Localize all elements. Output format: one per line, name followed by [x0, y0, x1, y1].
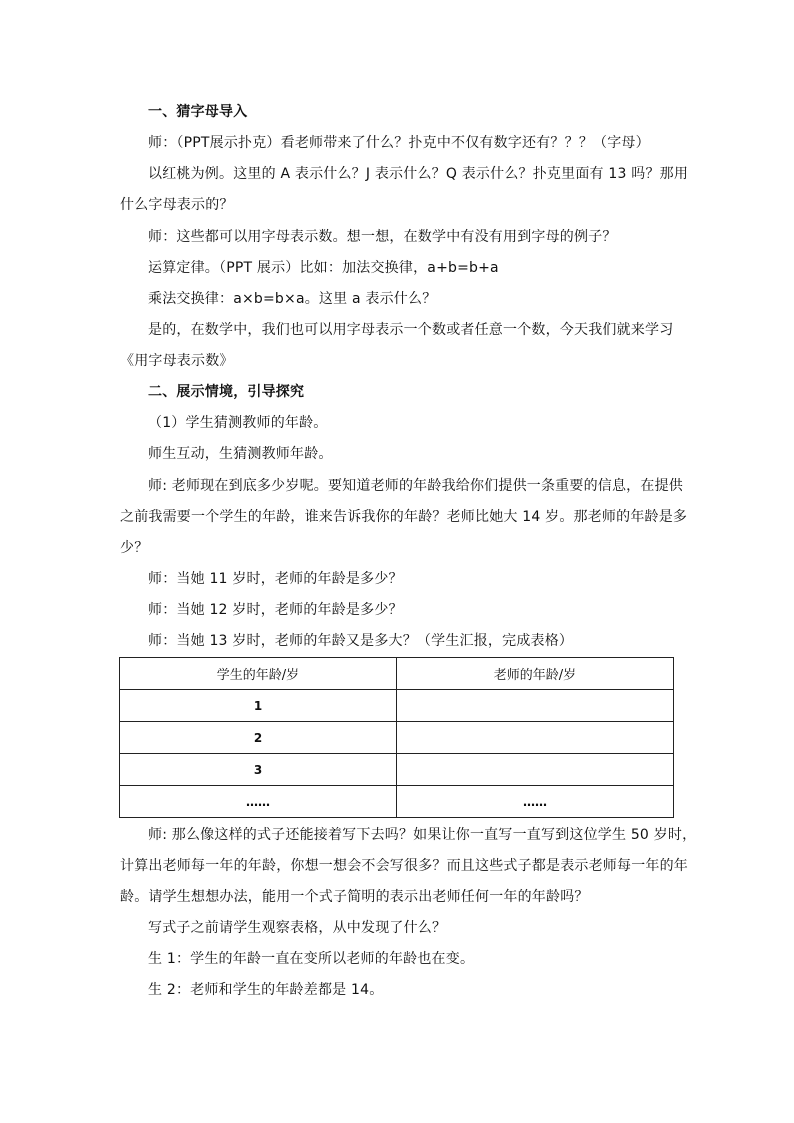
section1-heading: 一、猜字母导入 — [148, 104, 248, 120]
paragraph-continuation: 之前我需要一个学生的年龄，谁来告诉我你的年龄？老师比她大 14 岁。那老师的年龄是多 — [120, 509, 688, 525]
paragraph: 师：当她 13 岁时，老师的年龄又是多大？（学生汇报，完成表格） — [148, 633, 574, 649]
paragraph-continuation: 什么字母表示的？ — [120, 197, 234, 213]
column-header-teacher-age: 老师的年龄/岁 — [397, 658, 674, 690]
paragraph: 运算定律。（PPT 展示）比如：加法交换律，a+b=b+a — [148, 260, 499, 276]
table-row — [120, 786, 674, 818]
paragraph: 是的，在数学中，我们也可以用字母表示一个数或者任意一个数，今天我们就来学习 — [148, 322, 674, 338]
table-cell — [397, 690, 674, 722]
table-cell — [397, 754, 674, 786]
paragraph: 师: 那么像这样的式子还能接着写下去吗？如果让你一直写一直写到这位学生 50 岁时， — [148, 827, 697, 843]
paragraph: 乘法交换律：a×b=b×a。这里 a 表示什么？ — [148, 291, 437, 307]
paragraph: （1）学生猜测教师的年龄。 — [148, 415, 328, 431]
section2-heading: 二、展示情境，引导探究 — [148, 384, 305, 400]
paragraph: 生 1：学生的年龄一直在变所以老师的年龄也在变。 — [148, 951, 475, 967]
table-cell: …… — [397, 786, 674, 818]
paragraph: 师：（PPT展示扑克）看老师带来了什么？扑克中不仅有数字还有？？？（字母） — [148, 135, 650, 151]
table-cell: 3 — [120, 754, 397, 786]
table-row — [120, 690, 674, 722]
table-cell: 2 — [120, 722, 397, 754]
paragraph-continuation: 少？ — [120, 540, 149, 556]
table-cell — [397, 722, 674, 754]
table-cell: …… — [120, 786, 397, 818]
paragraph: 师生互动，生猜测教师年龄。 — [148, 446, 333, 462]
paragraph: 师：这些都可以用字母表示数。想一想，在数学中有没有用到字母的例子？ — [148, 229, 617, 245]
paragraph: 以红桃为例。这里的 A 表示什么？J 表示什么？Q 表示什么？扑克里面有 13 吗？那用 — [148, 166, 689, 182]
paragraph: 师: 老师现在到底多少岁呢。要知道老师的年龄我给你们提供一条重要的信息，在提供 — [148, 478, 683, 494]
paragraph-continuation: 龄。请学生想想办法，能用一个式子简明的表示出老师任何一年的年龄吗？ — [120, 889, 589, 905]
paragraph-continuation: 计算出老师每一年的年龄，你想一想会不会写很多？而且这些式子都是表示老师每一年的年 — [120, 858, 688, 874]
table-cell: 1 — [120, 690, 397, 722]
paragraph-continuation: 《用字母表示数》 — [120, 353, 234, 369]
paragraph: 师：当她 11 岁时，老师的年龄是多少？ — [148, 571, 403, 587]
table-row — [120, 754, 674, 786]
table-header-row — [120, 658, 674, 690]
paragraph: 师：当她 12 岁时，老师的年龄是多少？ — [148, 602, 403, 618]
age-table — [119, 657, 674, 818]
paragraph: 写式子之前请学生观察表格，从中发现了什么？ — [148, 920, 447, 936]
table-row — [120, 722, 674, 754]
column-header-student-age: 学生的年龄/岁 — [120, 658, 397, 690]
paragraph: 生 2：老师和学生的年龄差都是 14。 — [148, 982, 384, 998]
